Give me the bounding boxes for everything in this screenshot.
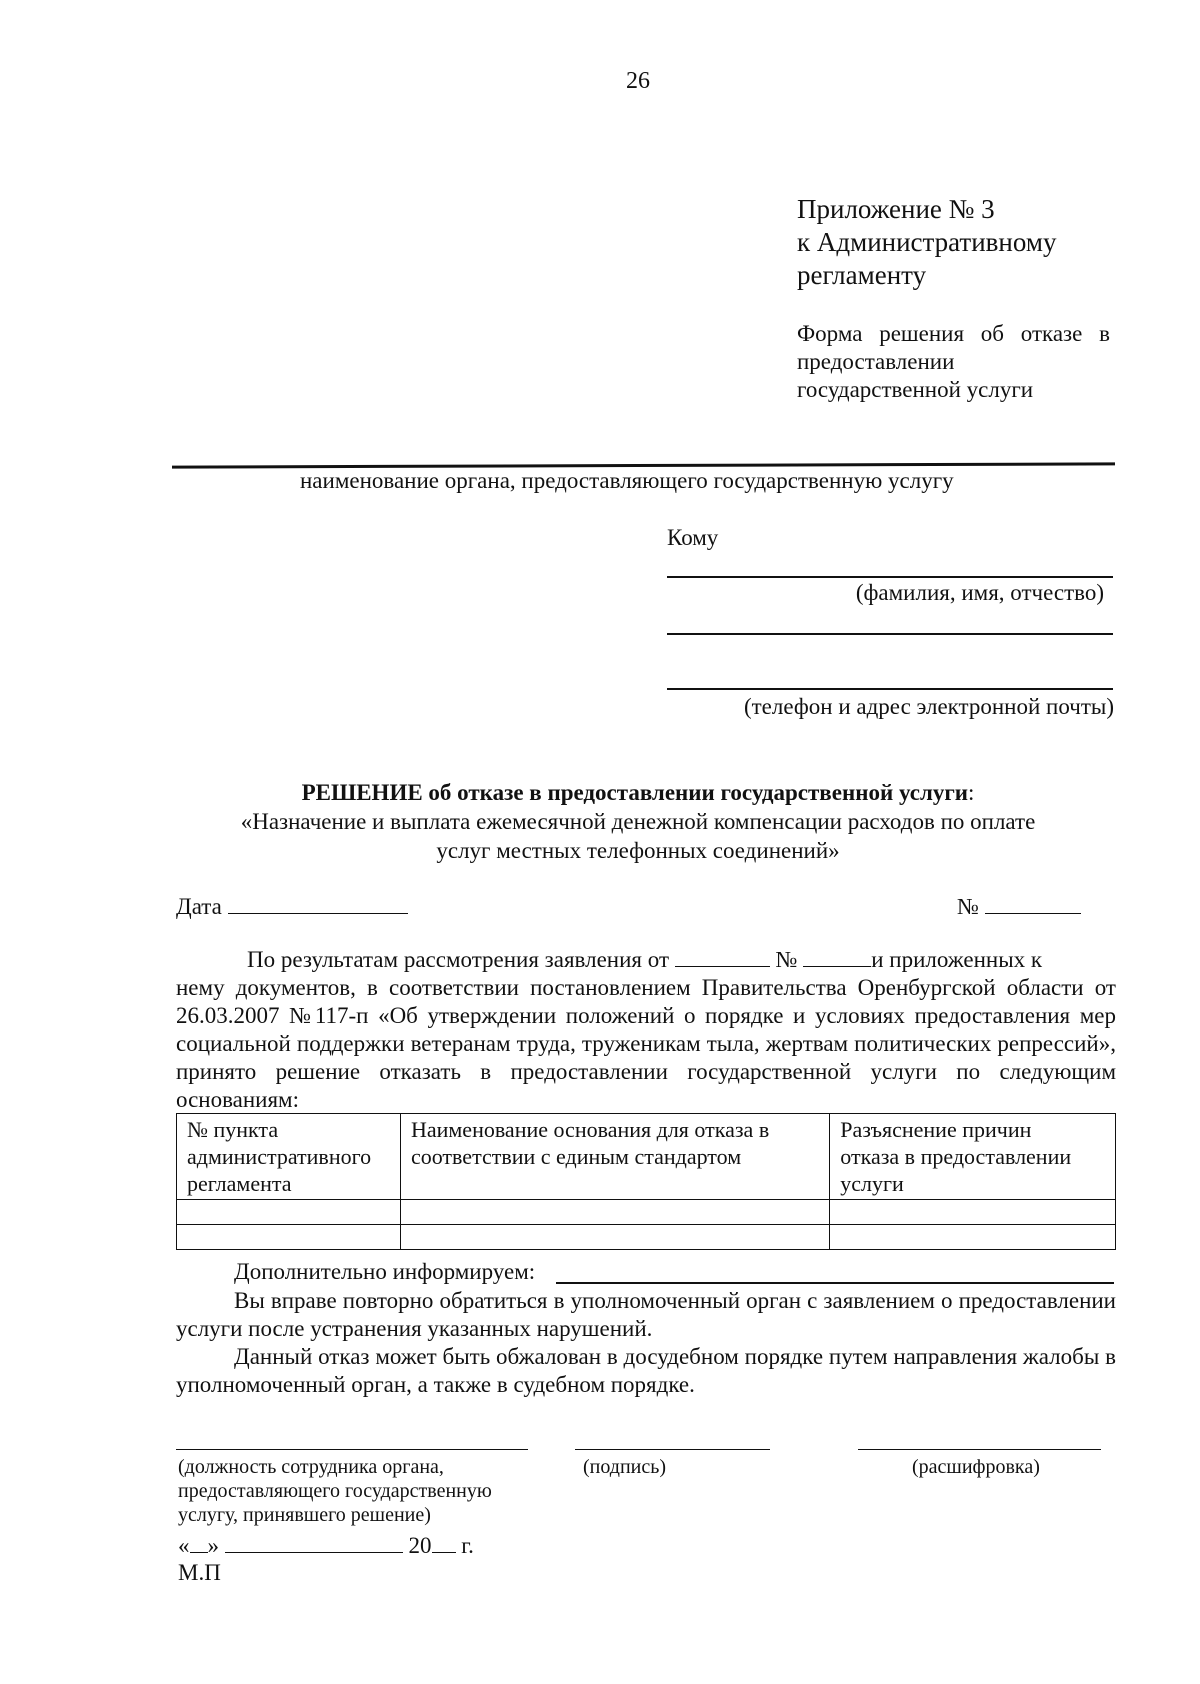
table-cell[interactable]: [830, 1200, 1116, 1225]
decision-subtitle: [0, 807, 1200, 865]
refusal-grounds-table: [176, 1113, 1116, 1250]
body-rest: нему документов, в соответствии постановлением Правительства Оренбургской области от 26.03.2007 №117-п «Об утверждении положений о порядке и условиях предоставления мер социальной поддержки ветеранам труда, труженикам тыла, жертвам политических репрессий», принято решение отказать в предоставлении государственной услуги по следующим основаниям:: [176, 975, 1116, 1112]
form-title-line-3: государственной услуги: [797, 377, 1034, 402]
body-start: По результатам рассмотрения заявления от: [247, 947, 669, 972]
date-blank[interactable]: [228, 893, 408, 914]
additional-info: [234, 1259, 535, 1285]
appendix-line-1: Приложение № 3: [797, 194, 995, 224]
page-number: 26: [626, 68, 650, 94]
header-clause-number: [177, 1114, 401, 1200]
reapply-paragraph: [176, 1287, 1116, 1343]
position-caption: [178, 1455, 492, 1527]
position-caption-line-2: предоставляющего государственную: [178, 1480, 492, 1502]
form-title-line-1: Форма решения об отказе в: [797, 321, 1110, 346]
appendix-line-3: регламенту: [797, 260, 927, 290]
date-open-quote: «: [178, 1533, 190, 1558]
recipient-extra-line: [667, 633, 1113, 635]
recipient-name-line: [667, 576, 1113, 578]
organ-caption: наименование органа, предоставляющего государственную услугу: [300, 468, 954, 493]
header-ground-name: [400, 1114, 829, 1200]
day-blank[interactable]: [190, 1532, 208, 1553]
table-cell[interactable]: [830, 1225, 1116, 1250]
table-cell[interactable]: [400, 1200, 829, 1225]
header-clause-line: № пункта: [187, 1117, 279, 1142]
year-blank[interactable]: [432, 1532, 456, 1553]
date-close-quote: »: [207, 1533, 219, 1558]
header-explanation-line: отказа в предоставлении: [840, 1144, 1072, 1169]
application-date-blank[interactable]: [675, 946, 770, 967]
form-title: [797, 320, 1110, 404]
contact-line: [667, 688, 1113, 690]
year-prefix: 20: [408, 1533, 432, 1558]
position-line[interactable]: [176, 1449, 528, 1450]
appeal-paragraph: [176, 1343, 1116, 1399]
reapply-text: Вы вправе повторно обратиться в уполномоченный орган с заявлением о предоставлении услуги после устранения указанных нарушений.: [176, 1288, 1116, 1341]
application-number-blank[interactable]: [803, 946, 871, 967]
header-explanation-line: Разъяснение причин: [840, 1117, 1032, 1142]
month-blank[interactable]: [225, 1532, 403, 1553]
table-cell[interactable]: [177, 1200, 401, 1225]
header-clause-line: регламента: [187, 1171, 292, 1196]
decision-title-bold: РЕШЕНИЕ об отказе в предоставлении государственной услуги: [301, 780, 969, 805]
appendix-header: [797, 193, 1056, 292]
number-label: №: [957, 894, 979, 919]
stamp-label: М.П: [178, 1560, 221, 1585]
decision-title: [0, 778, 1200, 807]
signature-line[interactable]: [575, 1449, 770, 1450]
date-field: [176, 893, 408, 920]
number-field: [957, 893, 1081, 920]
body-after: и приложенных к: [871, 947, 1043, 972]
signature-date: [178, 1532, 474, 1559]
position-caption-line-3: услугу, принявшего решение): [178, 1504, 431, 1526]
table-cell[interactable]: [177, 1225, 401, 1250]
year-suffix: г.: [461, 1533, 474, 1558]
signature-caption: (подпись): [583, 1456, 667, 1478]
appeal-text: Данный отказ может быть обжалован в досудебном порядке путем направления жалобы в уполномоченный орган, а также в судебном порядке.: [176, 1344, 1116, 1397]
position-caption-line-1: (должность сотрудника органа,: [178, 1456, 444, 1478]
header-explanation-line: услуги: [840, 1171, 904, 1196]
appendix-line-2: к Административному: [797, 227, 1057, 257]
form-title-line-2: предоставлении: [797, 349, 955, 374]
header-explanation: [830, 1114, 1116, 1200]
header-ground-line: соответствии с единым стандартом: [410, 1144, 742, 1169]
decode-line[interactable]: [858, 1449, 1101, 1450]
fio-caption: (фамилия, имя, отчество): [855, 580, 1104, 605]
number-blank[interactable]: [985, 893, 1081, 914]
decision-subtitle-line-2: услуг местных телефонных соединений»: [436, 838, 840, 863]
recipient-label: Кому: [667, 525, 719, 550]
header-clause-line: административного: [187, 1144, 372, 1169]
additional-info-line[interactable]: [556, 1282, 1114, 1284]
table-row: [177, 1225, 1116, 1250]
decision-title-colon: :: [968, 780, 975, 805]
additional-label: Дополнительно информируем:: [234, 1259, 536, 1284]
decode-caption: (расшифровка): [912, 1456, 1040, 1478]
contact-caption: (телефон и адрес электронной почты): [743, 694, 1114, 719]
table-cell[interactable]: [400, 1225, 829, 1250]
decision-subtitle-line-1: «Назначение и выплата ежемесячной денежной компенсации расходов по оплате: [240, 809, 1036, 834]
body-num: №: [775, 947, 798, 972]
header-ground-line: Наименование основания для отказа в: [410, 1117, 770, 1142]
table-header-row: [177, 1114, 1116, 1200]
table-row: [177, 1200, 1116, 1225]
decision-body: [176, 946, 1116, 1114]
date-label: Дата: [176, 894, 222, 919]
